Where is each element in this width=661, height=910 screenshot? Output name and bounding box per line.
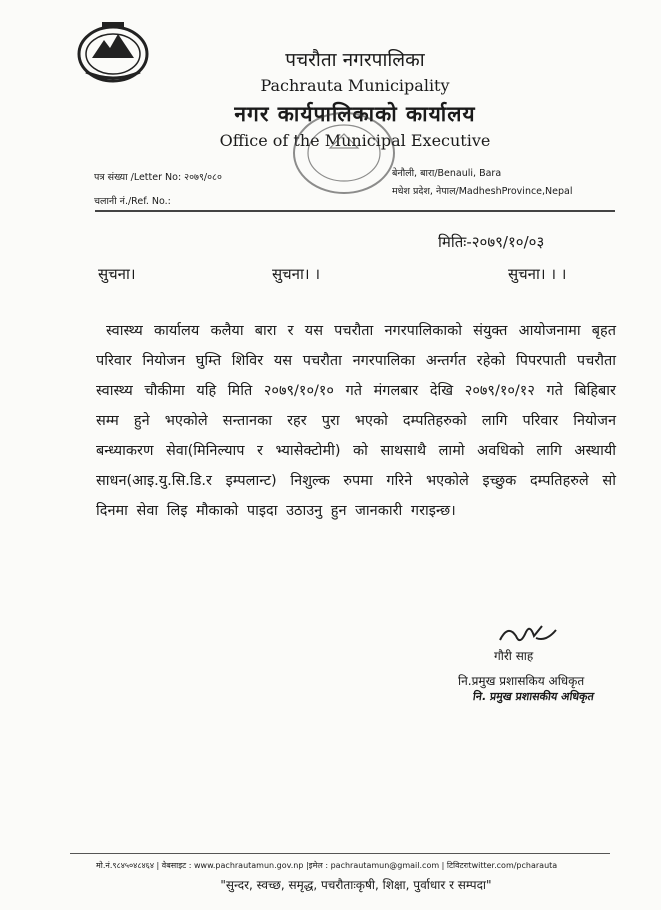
signatory-title: नि.प्रमुख प्रशासकिय अधिकृत xyxy=(458,674,585,688)
office-stamp xyxy=(290,108,398,198)
notice-heading-1: सुचना। xyxy=(98,265,136,283)
footer-slogan: "सुन्दर, स्वच्छ, समृद्ध, पचरौताःकृषी, शिक्षा, पुर्वाधार र सम्पदा" xyxy=(220,878,492,892)
header-divider xyxy=(95,210,615,212)
municipality-name-english: Pachrauta Municipality xyxy=(260,76,450,95)
footer-contact-info: मो.नं.९८४५०४८४६४ | वेबसाइट : www.pachrautamun.gov.np |इमेल : pachrautamun@gmail.com | टिविटरःtwitter.com/pcharauta xyxy=(96,861,558,870)
address-line-2: मधेश प्रदेश, नेपाल/MadheshProvince,Nepal xyxy=(392,186,573,197)
notice-heading-3: सुचना। । । xyxy=(508,265,567,283)
notice-date: मितिः-२०७९/१०/०३ xyxy=(438,233,545,251)
reference-number: चलानी नं./Ref. No.: xyxy=(94,196,171,207)
office-name-nepali: नगर कार्यपालिकाको कार्यालय xyxy=(234,102,476,126)
notice-body: स्वास्थ्य कार्यालय कलैया बारा र यस पचरौता नगरपालिकाको संयुक्त आयोजनामा बृहत परिवार नियोजन घुम्ति शिविर यस पचरौता नगरपालिका अन्तर्गत रहेको पिपरपाती पचरौता स्वास्थ्य चौकीमा यहि मिति २०७९/१०/१० गते मंगलबार देखि २०७९/१०/१२ गते बिहिबार सम्म हुने भएकोले सन्तानका रहर पुरा भएको दम्पतिहरुको लागि परिवार नियोजन बन्ध्याकरण सेवा(मिनिल्याप र भ्यासेक्टोमी) को साथसाथै लामो अवधिको लागि अस्थायी साधन(आइ.यु.सि.डि.र इम्पलान्ट) निशुल्क रुपमा गरिने भएकोले इच्छुक दम्पतिहरुले सो दिनमा सेवा लिइ मौकाको पाइदा उठाउनु हुन जानकारी गराइन्छ। xyxy=(96,323,616,519)
municipality-name-nepali: पचरौता नगरपालिका xyxy=(285,49,425,71)
footer-divider xyxy=(70,853,610,854)
signatory-name: गौरी साह xyxy=(494,649,534,663)
office-name-english: Office of the Municipal Executive xyxy=(219,131,491,150)
notice-heading-2: सुचना। । xyxy=(272,265,321,283)
address-line-1: बेनौली, बारा/Benauli, Bara xyxy=(392,168,502,179)
letter-number: पत्र संख्या /Letter No: २०७९/०८० xyxy=(94,172,222,183)
nepal-emblem-logo xyxy=(72,14,154,86)
signatory-seal-text: नि. प्रमुख प्रशासकीय अधिकृत xyxy=(472,690,595,703)
